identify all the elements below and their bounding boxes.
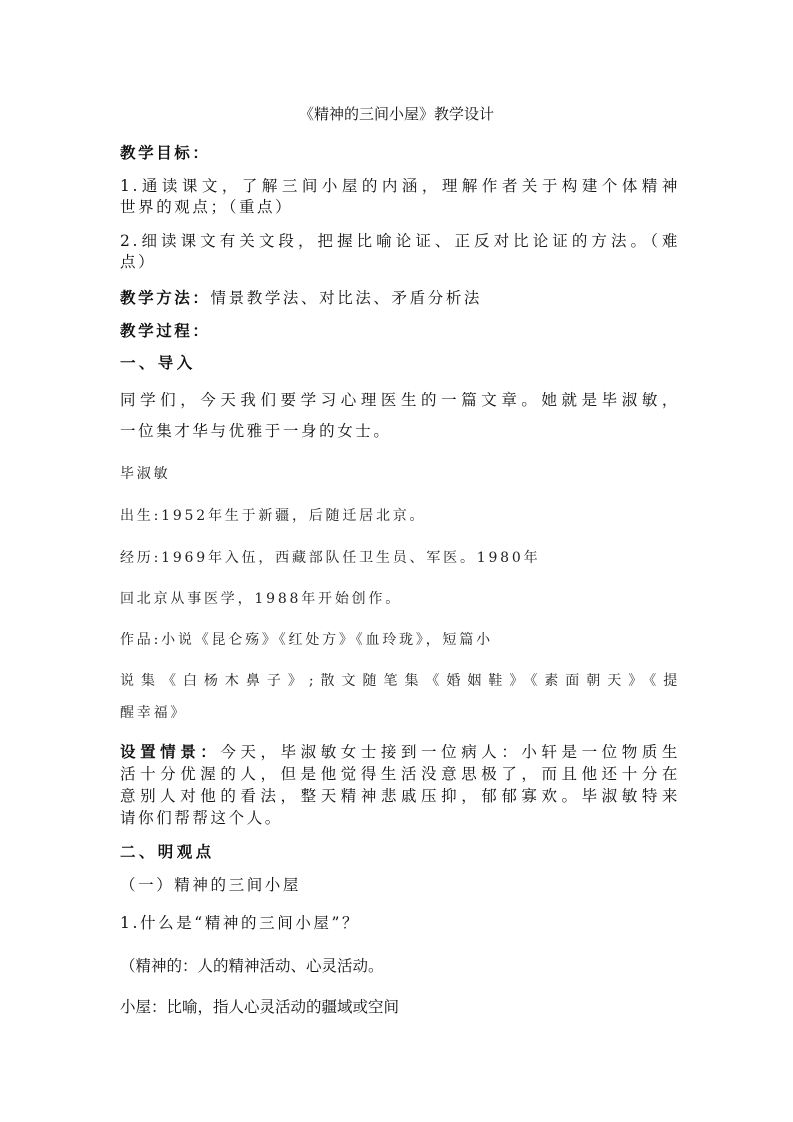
answer-line-1: （精神的：人的精神活动、心灵活动。 xyxy=(120,957,384,975)
bio-name: 毕淑敏 xyxy=(120,466,171,482)
section-2-heading: 二、明观点 xyxy=(120,843,215,861)
section-1-heading: 一、导入 xyxy=(120,354,196,372)
goal-2-line-2: 点） xyxy=(120,253,157,271)
goal-2-line-1: 2.细读课文有关文段，把握比喻论证、正反对比论证的方法。（难 xyxy=(120,232,680,250)
scene-text-1: 今天，毕淑敏女士接到一位病人：小轩是一位物质生 xyxy=(220,743,680,761)
question-1: 1.什么是“精神的三间小屋”？ xyxy=(120,914,361,932)
scene-line-4: 请你们帮帮这个人。 xyxy=(120,809,283,827)
bio-works-line-2: 说集《白杨木鼻子》;散文随笔集《婚姻鞋》《素面朝天》《提 xyxy=(120,673,680,689)
intro-line-1: 同学们，今天我们要学习心理医生的一篇文章。她就是毕淑敏， xyxy=(120,391,680,409)
bio-works-line-1: 作品:小说《昆仑殇》《红处方》《血玲珑》，短篇小 xyxy=(120,632,493,648)
scene-label: 设置情景： xyxy=(120,743,221,761)
answer-line-2: 小屋：比喻，指人心灵活动的疆域或空间 xyxy=(120,998,400,1016)
bio-experience-line-1: 经历:1969年入伍，西藏部队任卫生员、军医。1980年 xyxy=(120,550,541,566)
bio-birth: 出生:1952年生于新疆，后随迁居北京。 xyxy=(120,508,427,524)
document-title: 《精神的三间小屋》教学设计 xyxy=(298,105,494,123)
scene-line-3: 意别人对他的看法，整天精神悲戚压抑，郁郁寡欢。毕淑敏特来 xyxy=(120,787,680,805)
method-line xyxy=(120,286,680,308)
method-text: 情景教学法、对比法、矛盾分析法 xyxy=(210,289,483,307)
goal-heading: 教学目标： xyxy=(120,144,211,162)
method-label: 教学方法： xyxy=(120,289,211,307)
subsection-1-heading: （一）精神的三间小屋 xyxy=(120,876,302,894)
bio-experience-line-2: 回北京从事医学，1988年开始创作。 xyxy=(120,591,403,607)
process-heading: 教学过程： xyxy=(120,322,211,340)
goal-1-line-1: 1.通读课文，了解三间小屋的内涵，理解作者关于构建个体精神 xyxy=(120,177,680,195)
scene-line-1 xyxy=(120,740,680,762)
goal-1-line-2: 世界的观点；（重点） xyxy=(120,198,294,216)
intro-line-2: 一位集才华与优雅于一身的女士。 xyxy=(120,422,392,440)
scene-line-2: 活十分优渥的人，但是他觉得生活没意思极了，而且他还十分在 xyxy=(120,765,680,783)
bio-works-line-3: 醒幸福》 xyxy=(120,705,188,721)
